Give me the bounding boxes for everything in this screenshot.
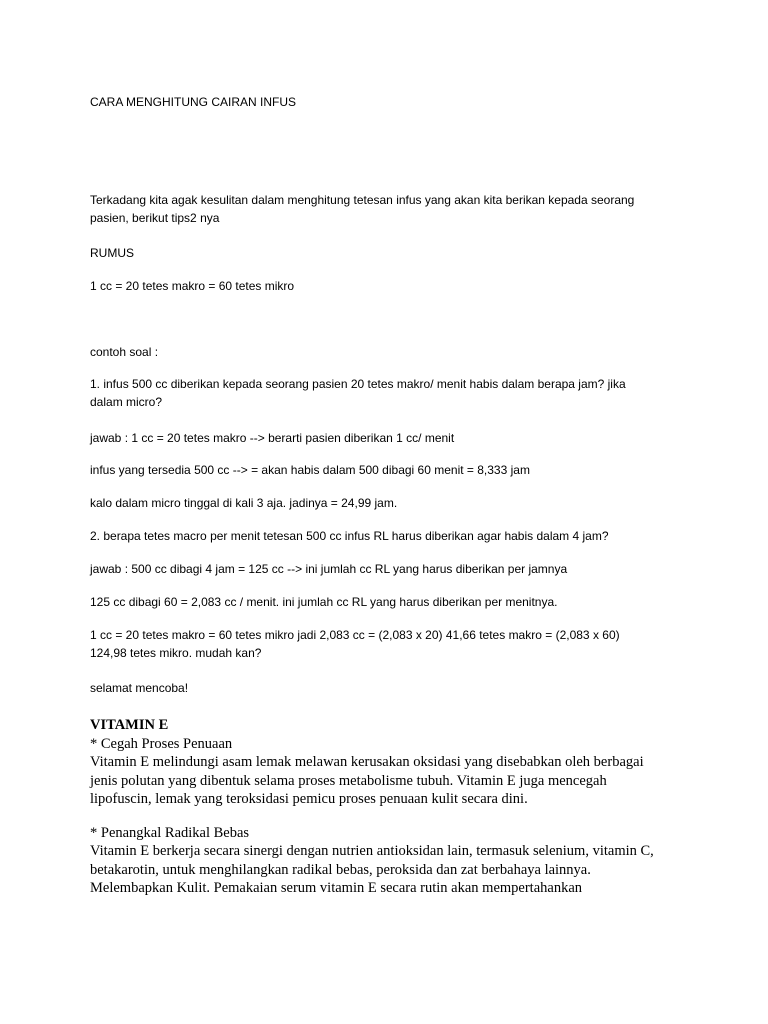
question-2: 2. berapa tetes macro per menit tetesan 500 cc infus RL harus diberikan agar habis dalam 4 jam? (90, 529, 609, 543)
vitamin-subheading-1: * Cegah Proses Penuaan (90, 736, 233, 752)
vitamin-paragraph-2 (90, 842, 690, 898)
answer-2-line: 124,98 tetes mikro. mudah kan? (90, 646, 262, 660)
answer-2-line-3 (90, 626, 690, 662)
answer-1-line-2: infus yang tersedia 500 cc --> = akan habis dalam 500 dibagi 60 menit = 8,333 jam (90, 463, 530, 477)
vitamin-paragraph-line: Vitamin E melindungi asam lemak melawan kerusakan oksidasi yang disebabkan oleh berbagai (90, 754, 644, 770)
answer-1-line-3: kalo dalam micro tinggal di kali 3 aja. jadinya = 24,99 jam. (90, 496, 398, 510)
vitamin-subheading-2: * Penangkal Radikal Bebas (90, 825, 250, 841)
intro-line: Terkadang kita agak kesulitan dalam menghitung tetesan infus yang akan kita berikan kepada seorang (90, 193, 635, 207)
vitamin-paragraph-line: Vitamin E berkerja secara sinergi dengan nutrien antioksidan lain, termasuk selenium, vitamin C, (90, 843, 654, 859)
intro-paragraph (90, 191, 690, 227)
question-1-line: 1. infus 500 cc diberikan kepada seorang pasien 20 tetes makro/ menit habis dalam berapa jam? jika (90, 377, 626, 391)
intro-line: pasien, berikut tips2 nya (90, 211, 220, 225)
rumus-formula: 1 cc = 20 tetes makro = 60 tetes mikro (90, 279, 295, 293)
vitamin-heading: VITAMIN E (90, 717, 169, 733)
document-title: CARA MENGHITUNG CAIRAN INFUS (90, 95, 297, 109)
vitamin-paragraph-1 (90, 753, 690, 809)
vitamin-paragraph-line: jenis polutan yang dibentuk selama proses metabolisme tubuh. Vitamin E juga mencegah (90, 772, 607, 789)
answer-2-line-2: 125 cc dibagi 60 = 2,083 cc / menit. ini jumlah cc RL yang harus diberikan per menitnya. (90, 595, 558, 609)
vitamin-paragraph-line: Melembapkan Kulit. Pemakaian serum vitamin E secara rutin akan mempertahankan (90, 880, 583, 896)
question-1-line: dalam micro? (90, 395, 163, 409)
contoh-heading: contoh soal : (90, 345, 159, 359)
answer-1-line-1: jawab : 1 cc = 20 tetes makro --> berarti pasien diberikan 1 cc/ menit (90, 431, 455, 445)
vitamin-paragraph-line: betakarotin, untuk menghilangkan radikal bebas, peroksida dan zat berbahaya lainnya. (90, 861, 591, 878)
vitamin-paragraph-line: lipofuscin, lemak yang teroksidasi pemicu proses penuaan kulit secara dini. (90, 791, 528, 807)
answer-2-line-1: jawab : 500 cc dibagi 4 jam = 125 cc --> ini jumlah cc RL yang harus diberikan per jamnya (90, 562, 568, 576)
rumus-heading: RUMUS (90, 246, 134, 260)
answer-2-line: 1 cc = 20 tetes makro = 60 tetes mikro jadi 2,083 cc = (2,083 x 20) 41,66 tetes makro = (2,083 x 60) (90, 628, 620, 642)
closing-text: selamat mencoba! (90, 681, 189, 695)
question-1 (90, 375, 690, 411)
